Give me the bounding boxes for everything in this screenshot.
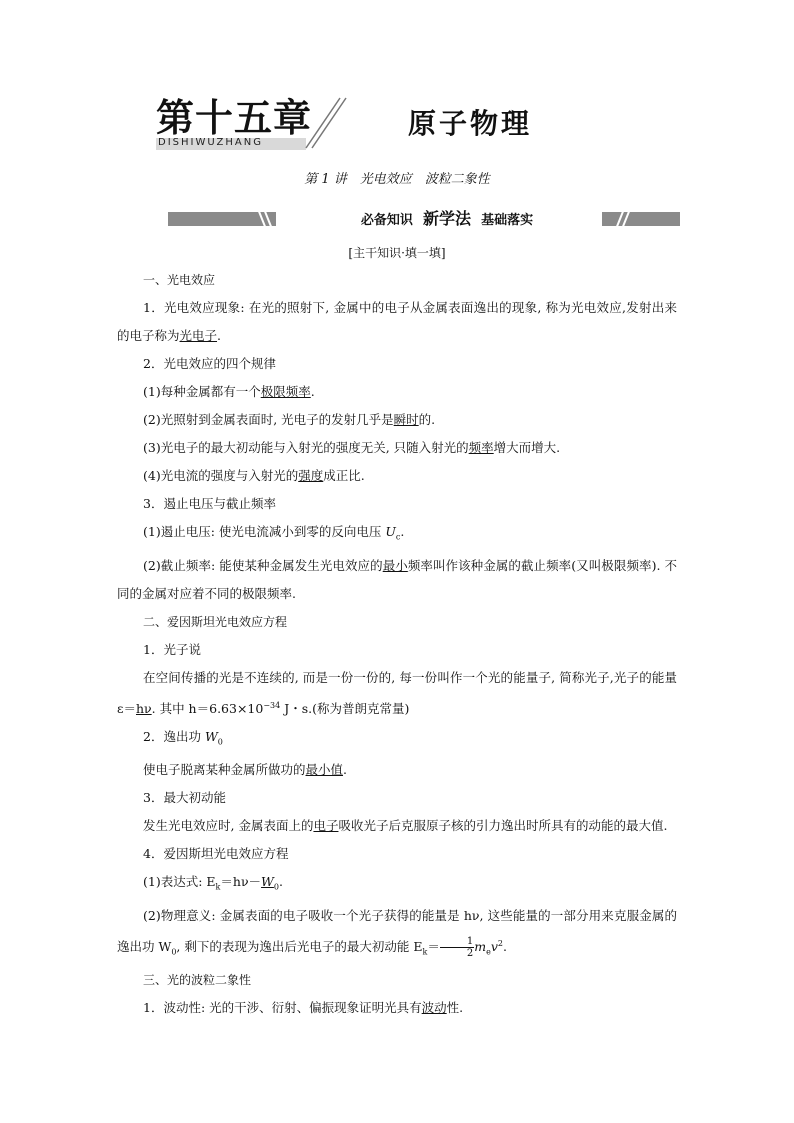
fraction-one-half: [440, 936, 474, 959]
section-heading-3: 三、光的波粒二象性: [143, 973, 252, 988]
subheading-four-rules: 2．光电效应的四个规律: [143, 356, 276, 371]
text: 使电子脱离某种金属所做功的: [143, 762, 306, 778]
text: (4)光电流的强度与入射光的: [143, 468, 299, 483]
text: 1．波动性: 光的干涉、衍射、偏振现象证明光具有: [143, 1000, 422, 1016]
paragraph-photoelectric-phenomenon: [117, 294, 677, 350]
banner-left-text: 必备知识: [360, 213, 413, 228]
fill-blank: 最小: [382, 557, 408, 573]
text: .: [279, 874, 283, 890]
content-body: [117, 266, 677, 1022]
text: (1)遏止电压: 使光电流减小到零的反向电压: [143, 524, 386, 539]
fraction-numerator: 1: [440, 936, 474, 948]
fill-blank: 波动: [421, 1000, 447, 1016]
fill-blank: 电子: [313, 818, 339, 834]
text: (1)表达式: E: [143, 874, 216, 890]
text: 光子的能量 ε＝: [117, 669, 677, 716]
subscript: k: [215, 882, 221, 892]
text: 频率叫作该种金属的截止频率(又叫极限: [407, 557, 627, 573]
max-kinetic-energy-definition: [117, 812, 677, 840]
rule-1: [117, 378, 677, 406]
text: 发生光电效应时, 金属表面上的: [143, 818, 314, 834]
text: .: [343, 762, 348, 778]
text: 吸收光子后克服原子核的引力逸出时所具有的动能: [338, 818, 614, 834]
exponent: −34: [263, 700, 281, 710]
subheading-max-kinetic-energy: 3．最大初动能: [143, 790, 226, 806]
variable: m: [474, 938, 487, 954]
banner-cap-left: [218, 207, 278, 231]
rule-3: [117, 434, 677, 462]
equation-expression: [117, 868, 677, 902]
banner-center-text: 新学法: [422, 209, 471, 228]
fill-blank: 频率: [468, 440, 494, 455]
text: , 剩下的表现为逸出后光电子的最大初动能 E: [176, 938, 423, 954]
work-function-definition: [117, 756, 677, 784]
section-heading-1: 一、光电效应: [143, 273, 216, 287]
subheading-einstein-equation: 4．爱因斯坦光电效应方程: [143, 846, 289, 862]
variable: v: [490, 938, 498, 954]
subscript: c: [395, 532, 401, 542]
fill-blank: 瞬时: [393, 412, 419, 427]
wave-nature-definition: [117, 994, 677, 1022]
text: .: [502, 938, 507, 954]
rule-4: [117, 462, 677, 490]
subscript: 0: [171, 947, 177, 957]
text: .: [400, 524, 405, 539]
text: 在空间传播的光是不连续的, 而是一份一份的, 每一份叫作一个光的能量子, 简称光子,: [143, 669, 614, 685]
variable: W: [204, 728, 218, 744]
text: ＝hν－: [220, 874, 262, 890]
subscript: k: [422, 947, 428, 957]
banner-right-text: 基础落实: [481, 213, 534, 228]
text: 成正比.: [323, 468, 365, 483]
text: 的.: [418, 412, 436, 427]
text: (3)光电子的最大初动能与入射光的强度无关, 只随入射光的: [143, 440, 469, 455]
fraction-denominator: 2: [466, 947, 474, 959]
text: 服金属的逸出功 W: [117, 907, 677, 954]
subheading-photon-theory: 1．光子说: [143, 641, 201, 657]
subscript: 0: [273, 882, 279, 892]
chapter-subject: 原子物理: [408, 107, 533, 140]
equation-physical-meaning: [117, 902, 677, 967]
banner-text: [282, 208, 612, 232]
stopping-voltage-definition: [117, 518, 677, 552]
text: 2．逸出功: [143, 728, 205, 744]
text: 的最大值.: [613, 818, 668, 834]
fill-blank: 强度: [298, 468, 324, 483]
text: .: [310, 384, 315, 399]
text: 发射出来的电子称为: [117, 300, 677, 343]
subheading-stopping-voltage: 3．遏止电压与截止频率: [143, 496, 276, 511]
fill-blank: hν: [135, 700, 152, 716]
fill-blank: 光电子: [179, 328, 218, 343]
fill-blank: 极限频率: [260, 384, 311, 399]
fill-blank: [261, 874, 279, 892]
text: J・s.(称为普朗克常量): [280, 700, 410, 716]
rule-2: [117, 406, 677, 434]
text: . 其中 h＝6.63×10: [151, 700, 264, 716]
chapter-pinyin: DISHIWUZHANG: [158, 137, 263, 148]
variable: U: [385, 524, 396, 539]
text: (1)每种金属都有一个: [143, 384, 261, 399]
text: 1．光电效应现象: 在光的照射下, 金属中的电子从金属表面逸出的现象, 称为光电效应,: [143, 300, 627, 315]
lecture-title: 第 1 讲 光电效应 波粒二象性: [304, 172, 490, 187]
variable: W: [261, 874, 274, 890]
text: (2)光照射到金属表面时, 光电子的发射几乎是: [143, 412, 394, 427]
photon-theory-paragraph: [117, 664, 677, 723]
text: 频率). 不同的金属对应着不同的极限频率.: [117, 557, 677, 601]
subscript: 0: [217, 737, 223, 747]
text: 增大而增大.: [493, 440, 561, 455]
chapter-slash-decoration: [296, 94, 356, 150]
text: 性.: [446, 1000, 464, 1016]
exponent: 2: [497, 938, 503, 948]
section-label: [主干知识·填一填]: [348, 246, 446, 260]
section-heading-2: 二、爱因斯坦光电效应方程: [143, 614, 288, 629]
text: .: [217, 328, 222, 343]
cutoff-frequency-definition: [117, 552, 677, 608]
subscript: e: [486, 947, 491, 957]
fill-blank: 最小值: [305, 762, 344, 778]
text: ＝: [427, 938, 440, 954]
text: (2)截止频率: 能使某种金属发生光电效应的: [143, 557, 383, 573]
subheading-work-function: [117, 723, 677, 757]
chapter-title: 第十五章: [156, 96, 313, 140]
text: (2)物理意义: 金属表面的电子吸收一个光子获得的能量是 hν, 这些能量的一部分用来克: [143, 907, 627, 923]
